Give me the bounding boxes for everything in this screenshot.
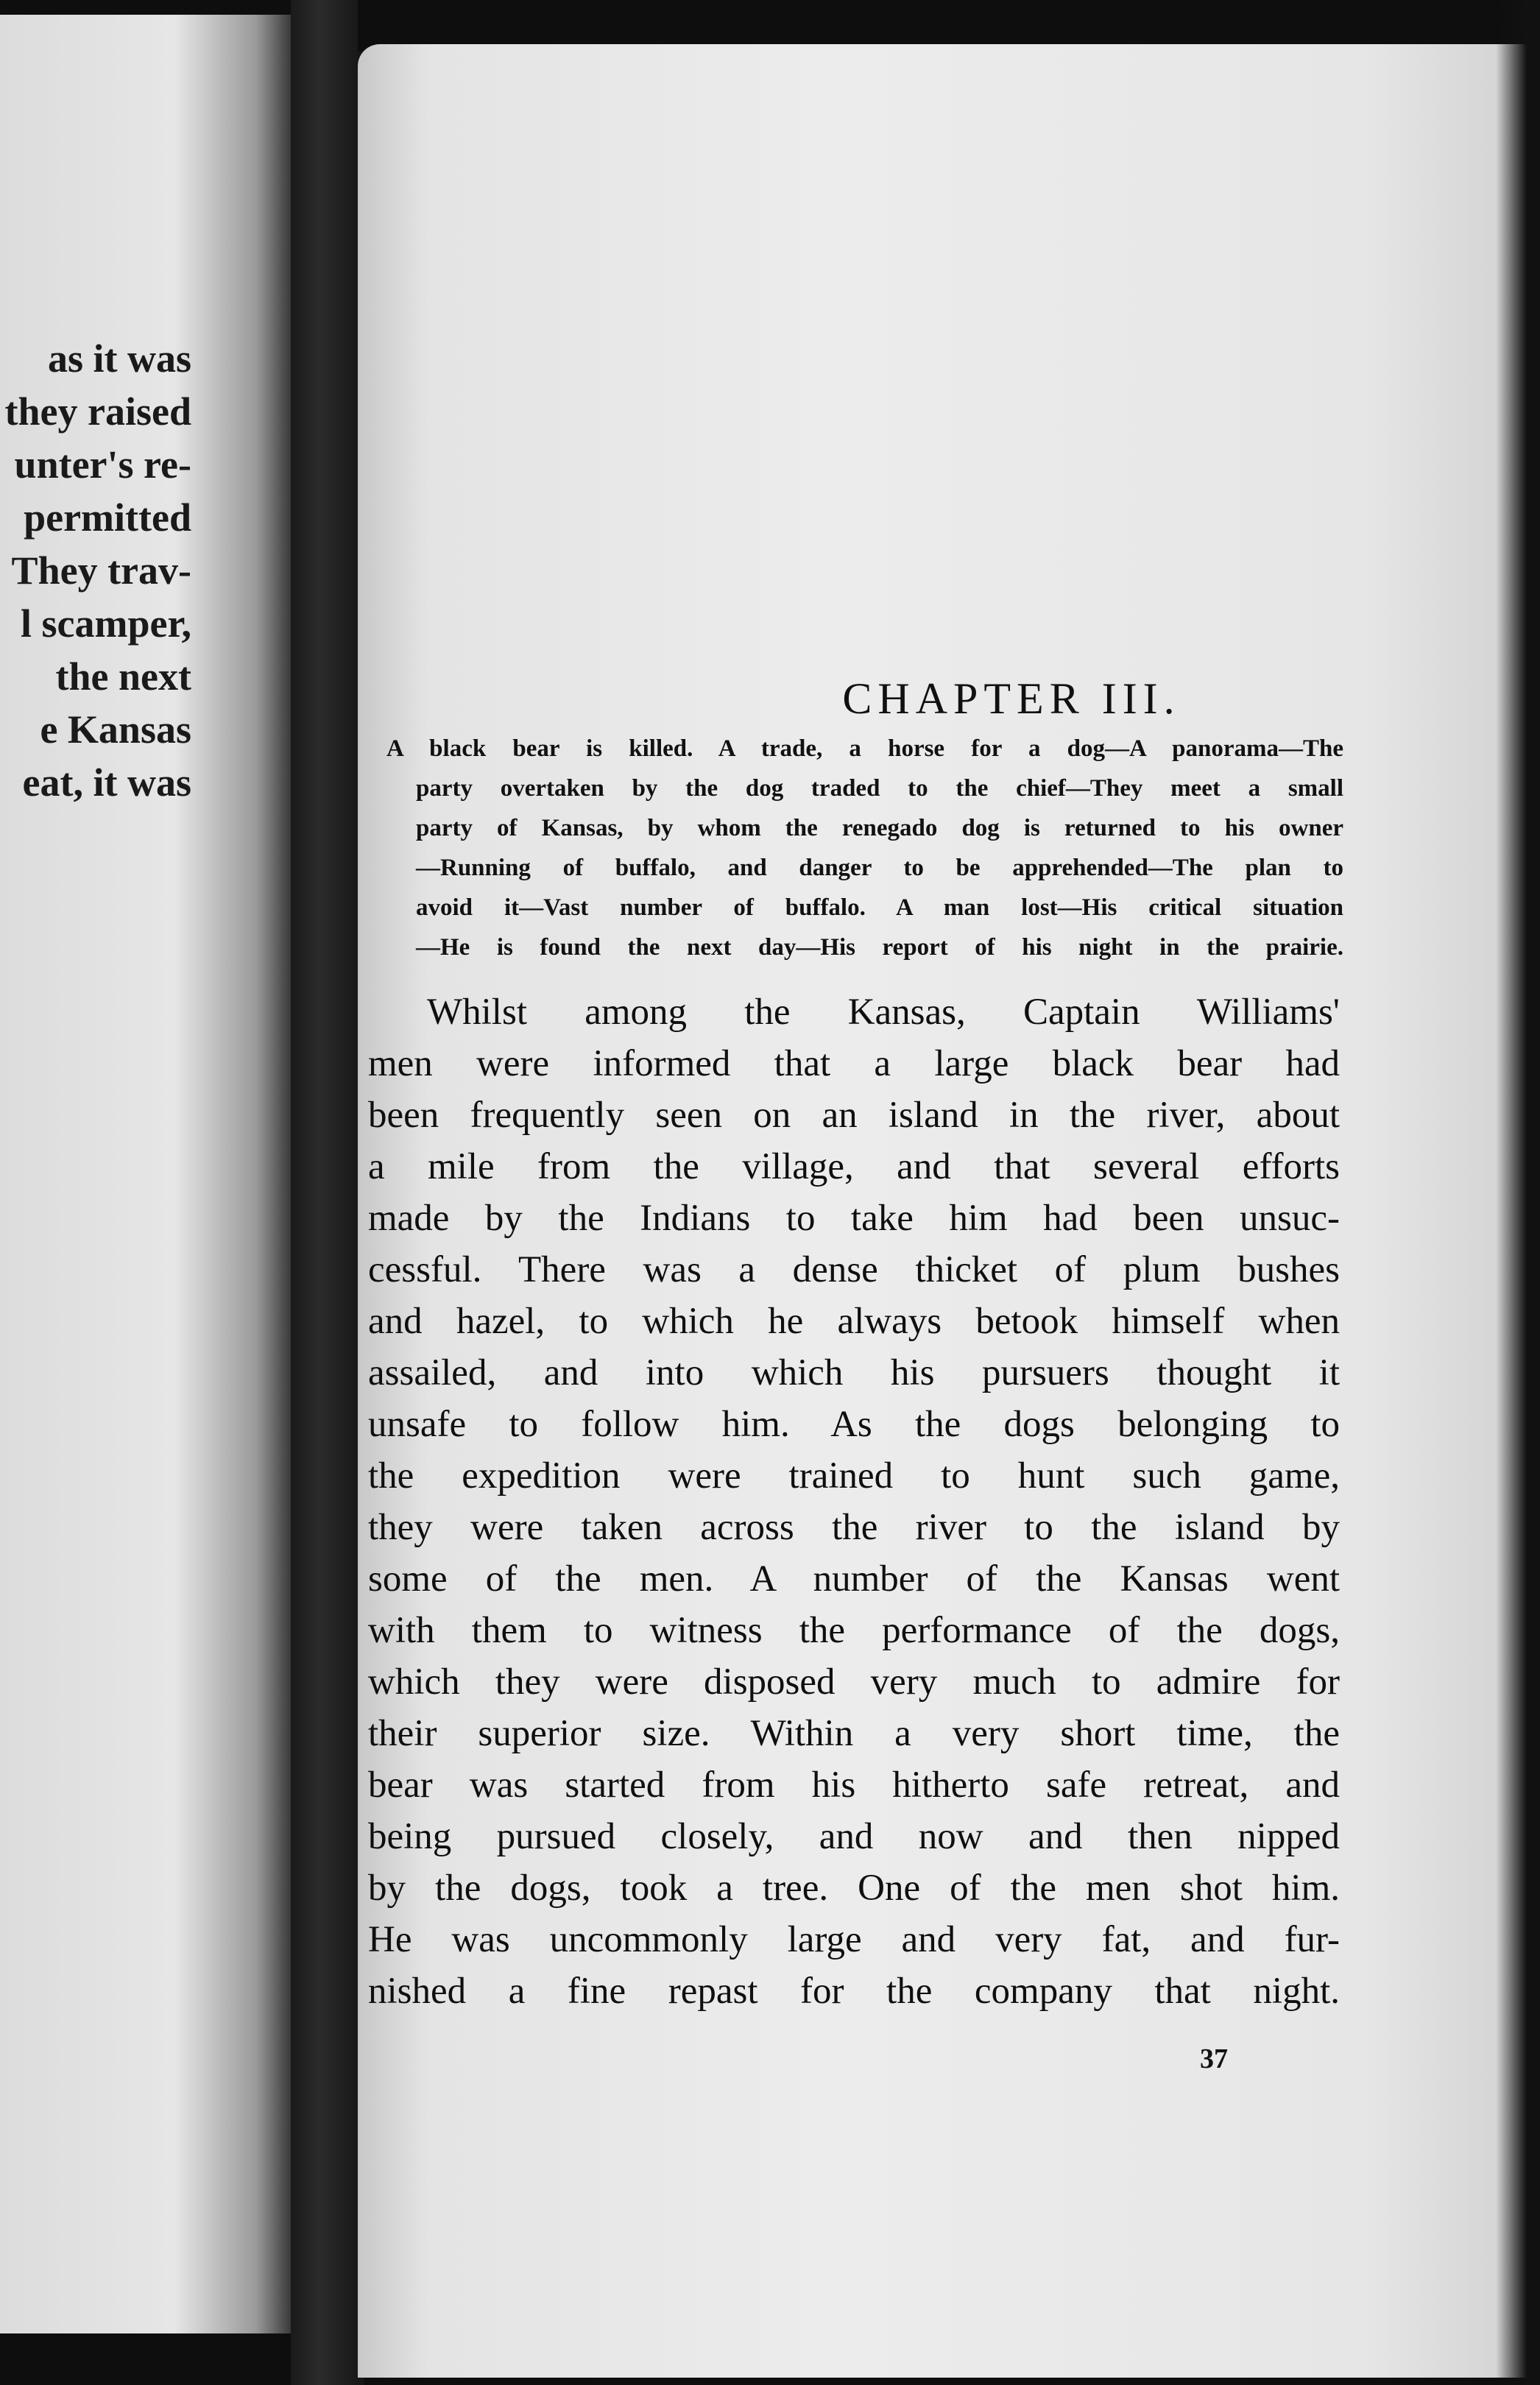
- previous-page-fragment: [0, 15, 291, 2333]
- summary-line: party of Kansas, by whom the renegado dog is returned to his owner: [416, 815, 1343, 841]
- body-line: He was uncommonly large and very fat, and fur-: [368, 1919, 1340, 1960]
- summary-line: avoid it—Vast number of buffalo. A man lost—His critical situation: [416, 894, 1343, 921]
- left-page-line: e Kansas: [40, 707, 191, 752]
- left-page-line: the next: [55, 654, 191, 699]
- body-line: Whilst among the Kansas, Captain Williams': [427, 992, 1340, 1033]
- left-page-line: as it was: [47, 336, 191, 381]
- body-line: made by the Indians to take him had been unsuc-: [368, 1198, 1340, 1239]
- chapter-title: CHAPTER III.: [842, 674, 1181, 723]
- body-line: a mile from the village, and that several efforts: [368, 1146, 1340, 1187]
- summary-line: A black bear is killed. A trade, a horse for a dog—A panorama—The: [386, 735, 1343, 762]
- book-gutter: [291, 0, 364, 2385]
- body-line: been frequently seen on an island in the river, about: [368, 1095, 1340, 1136]
- left-page-line: permitted: [24, 495, 191, 540]
- chapter-summary: [386, 729, 1343, 967]
- page-number: 37: [1200, 2043, 1228, 2074]
- scan-border-right: [1496, 0, 1540, 2385]
- left-page-line: they raised: [4, 389, 191, 434]
- body-line: assailed, and into which his pursuers thought it: [368, 1352, 1340, 1393]
- body-line: by the dogs, took a tree. One of the men shot him.: [368, 1868, 1340, 1909]
- summary-line: party overtaken by the dog traded to the chief—They meet a small: [416, 775, 1343, 802]
- body-line: bear was started from his hitherto safe retreat, and: [368, 1764, 1340, 1806]
- chapter-body: [368, 986, 1340, 2017]
- left-page-line: eat, it was: [22, 760, 191, 805]
- summary-line: —He is found the next day—His report of his night in the prairie.: [416, 934, 1343, 961]
- left-page-line: l scamper,: [21, 601, 191, 646]
- body-line: they were taken across the river to the island by: [368, 1507, 1340, 1548]
- body-line: unsafe to follow him. As the dogs belonging to: [368, 1404, 1340, 1445]
- body-line: the expedition were trained to hunt such game,: [368, 1455, 1340, 1497]
- summary-line: —Running of buffalo, and danger to be apprehended—The plan to: [416, 855, 1343, 881]
- body-line: and hazel, to which he always betook himself when: [368, 1301, 1340, 1342]
- left-page-line: unter's re-: [14, 442, 191, 487]
- body-line: with them to witness the performance of the dogs,: [368, 1610, 1340, 1651]
- left-page-line: They trav-: [11, 548, 191, 593]
- body-line: which they were disposed very much to admire for: [368, 1661, 1340, 1703]
- body-line: men were informed that a large black bear had: [368, 1043, 1340, 1084]
- body-line: being pursued closely, and now and then nipped: [368, 1816, 1340, 1857]
- body-line: some of the men. A number of the Kansas went: [368, 1558, 1340, 1600]
- body-line: nished a fine repast for the company that night.: [368, 1971, 1340, 2012]
- body-line: their superior size. Within a very short time, the: [368, 1713, 1340, 1754]
- body-line: cessful. There was a dense thicket of plum bushes: [368, 1249, 1340, 1290]
